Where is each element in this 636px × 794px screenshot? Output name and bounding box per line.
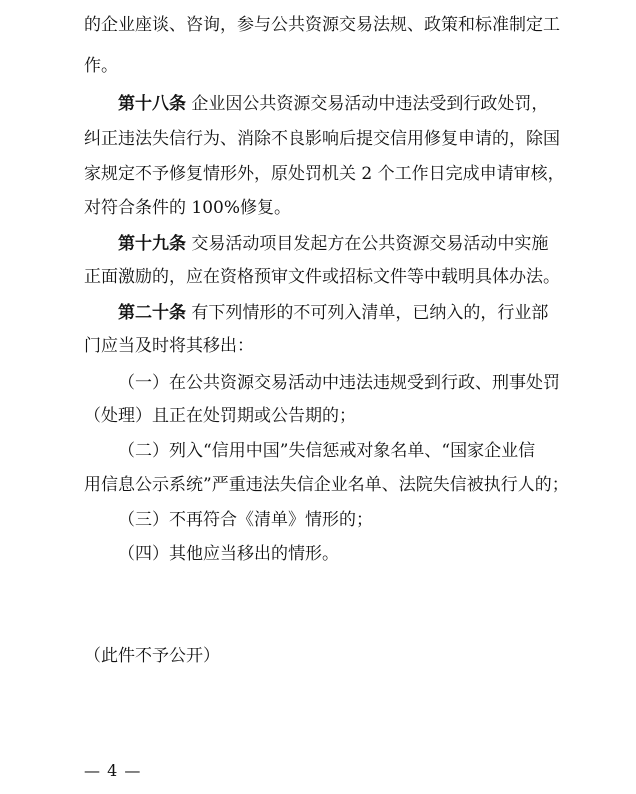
body-line: 用信息公示系统”严重违法失信企业名单、法院失信被执行人的； bbox=[84, 475, 569, 495]
article-18-heading: 第十八条 bbox=[118, 94, 186, 114]
list-item-4: （四）其他应当移出的情形。 bbox=[118, 544, 339, 564]
list-item-3: （三）不再符合《清单》情形的； bbox=[118, 510, 373, 530]
list-item-1: （一）在公共资源交易活动中违法违规受到行政、刑事处罚 bbox=[118, 373, 560, 393]
body-line: 门应当及时将其移出： bbox=[84, 336, 254, 356]
article-19-text: 交易活动项目发起方在公共资源交易活动中实施 bbox=[186, 234, 549, 254]
body-line: 家规定不予修复情形外，原处罚机关 2 个工作日完成申请审核， bbox=[84, 164, 565, 184]
body-line: 纠正违法失信行为、消除不良影响后提交信用修复申请的，除国 bbox=[84, 129, 560, 149]
list-item-2: （二）列入“信用中国”失信惩戒对象名单、“国家企业信 bbox=[118, 441, 536, 461]
page-number: — 4 — bbox=[84, 761, 142, 780]
body-line: （处理）且正在处罚期或公告期的； bbox=[84, 406, 356, 426]
article-20-text: 有下列情形的不可列入清单，已纳入的，行业部 bbox=[186, 303, 549, 323]
body-line: 正面激励的，应在资格预审文件或招标文件等中载明具体办法。 bbox=[84, 267, 560, 287]
article-19-heading: 第十九条 bbox=[118, 234, 186, 254]
article-19-line bbox=[118, 233, 584, 255]
article-18-line bbox=[118, 93, 584, 115]
article-20-heading: 第二十条 bbox=[118, 303, 186, 323]
confidentiality-note: （此件不予公开） bbox=[84, 646, 220, 666]
article-20-line bbox=[118, 302, 584, 324]
body-line: 的企业座谈、咨询，参与公共资源交易法规、政策和标准制定工 bbox=[84, 15, 560, 35]
body-line: 对符合条件的 100%修复。 bbox=[84, 198, 292, 218]
article-18-text: 企业因公共资源交易活动中违法受到行政处罚， bbox=[186, 94, 549, 114]
body-line: 作。 bbox=[84, 56, 118, 76]
